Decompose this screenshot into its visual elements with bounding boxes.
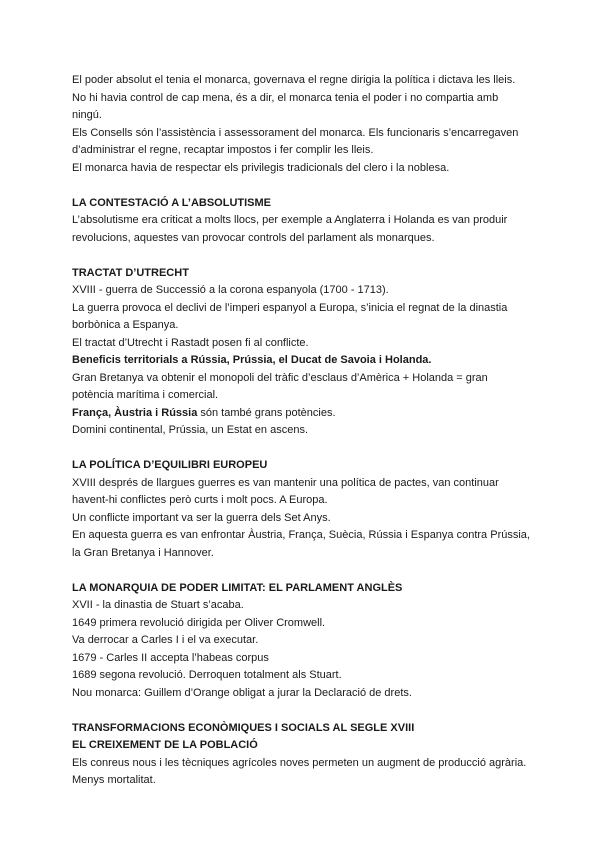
- text-line: En aquesta guerra es van enfrontar Àustria, França, Suècia, Rússia i Espanya contra Prússia,: [72, 529, 530, 541]
- text-line: 1679 - Carles II accepta l’habeas corpus: [72, 651, 269, 664]
- text-line: d’administrar el regne, recaptar impostos i fer complir les lleis.: [72, 144, 374, 156]
- text-line: revolucions, aquestes van provocar controls del parlament als monarques.: [72, 231, 435, 244]
- text-line: La guerra provoca el declivi de l’imperi espanyol a Europa, s’inicia el regnat de la dinastia: [72, 301, 508, 314]
- text-line: Els Consells són l’assistència i assessorament del monarca. Els funcionaris s’encarregaven: [72, 126, 519, 139]
- spacer: [72, 562, 530, 580]
- parlament-section: [72, 580, 530, 703]
- text-line: 1689 segona revolució. Derroquen totalment als Stuart.: [72, 669, 342, 681]
- text-line: Un conflicte important va ser la guerra dels Set Anys.: [72, 511, 331, 524]
- section-heading: TRACTAT D’UTRECHT: [72, 266, 189, 279]
- text-line: XVIII - guerra de Successió a la corona espanyola (1700 - 1713).: [72, 284, 389, 296]
- text-line: El tractat d’Utrecht i Rastadt posen fi al conflicte.: [72, 336, 309, 349]
- text-line: El poder absolut el tenia el monarca, governava el regne dirigia la política i dictava les lleis.: [72, 74, 516, 86]
- intro-section: [72, 72, 530, 177]
- spacer: [72, 247, 530, 265]
- subsection-heading: EL CREIXEMENT DE LA POBLACIÓ: [72, 739, 258, 751]
- text-line: 1649 primera revolució dirigida per Oliver Cromwell.: [72, 616, 326, 629]
- text-suffix: són també grans potències.: [197, 406, 336, 419]
- text-line-bold: Beneficis territorials a Rússia, Prússia, el Ducat de Savoia i Holanda.: [72, 354, 432, 366]
- spacer: [72, 440, 530, 458]
- text-line: Nou monarca: Guillem d’Orange obligat a jurar la Declaració de drets.: [72, 686, 412, 699]
- contestacio-section: [72, 195, 530, 248]
- text-line: Va derrocar a Carles I i el va executar.: [72, 634, 259, 646]
- text-line: ningú.: [72, 109, 102, 121]
- section-heading: LA POLÍTICA D’EQUILIBRI EUROPEU: [72, 459, 268, 471]
- text-line: Domini continental, Prússia, un Estat en ascens.: [72, 424, 309, 436]
- text-line: havent-hi conflictes però curts i molt pocs. A Europa.: [72, 494, 328, 506]
- text-line: El monarca havia de respectar els privilegis tradicionals del clero i la noblesa.: [72, 161, 450, 174]
- section-heading: LA MONARQUIA DE PODER LIMITAT: EL PARLAMENT ANGLÈS: [72, 581, 403, 594]
- text-line: Menys mortalitat.: [72, 774, 156, 786]
- text-line: XVII - la dinastia de Stuart s’acaba.: [72, 599, 244, 611]
- utrecht-section: [72, 265, 530, 440]
- text-line: XVIII després de llargues guerres es van mantenir una política de pactes, van continuar: [72, 476, 499, 489]
- equilibri-section: [72, 457, 530, 562]
- spacer: [72, 702, 530, 720]
- text-line: No hi havia control de cap mena, és a dir, el monarca tenia el poder i no compartia amb: [72, 91, 499, 104]
- section-heading: LA CONTESTACIÓ A L’ABSOLUTISME: [72, 196, 272, 209]
- text-line: potència marítima i comercial.: [72, 389, 219, 401]
- text-line: L’absolutisme era criticat a molts llocs, per exemple a Anglaterra i Holanda es van produir: [72, 214, 508, 226]
- bold-prefix: França, Àustria i Rússia: [72, 406, 198, 419]
- text-line: Gran Bretanya va obtenir el monopoli del tràfic d’esclaus d’Amèrica + Holanda = gran: [72, 371, 488, 384]
- spacer: [72, 177, 530, 195]
- text-line: Els conreus nous i les tècniques agrícoles noves permeten un augment de producció agrària.: [72, 756, 527, 769]
- text-line: borbònica a Espanya.: [72, 319, 179, 331]
- text-line-mixed: [72, 405, 530, 423]
- section-heading: TRANSFORMACIONS ECONÒMIQUES I SOCIALS AL SEGLE XVIII: [72, 721, 415, 734]
- text-line: la Gran Bretanya i Hannover.: [72, 546, 214, 559]
- transformacions-section: [72, 720, 530, 790]
